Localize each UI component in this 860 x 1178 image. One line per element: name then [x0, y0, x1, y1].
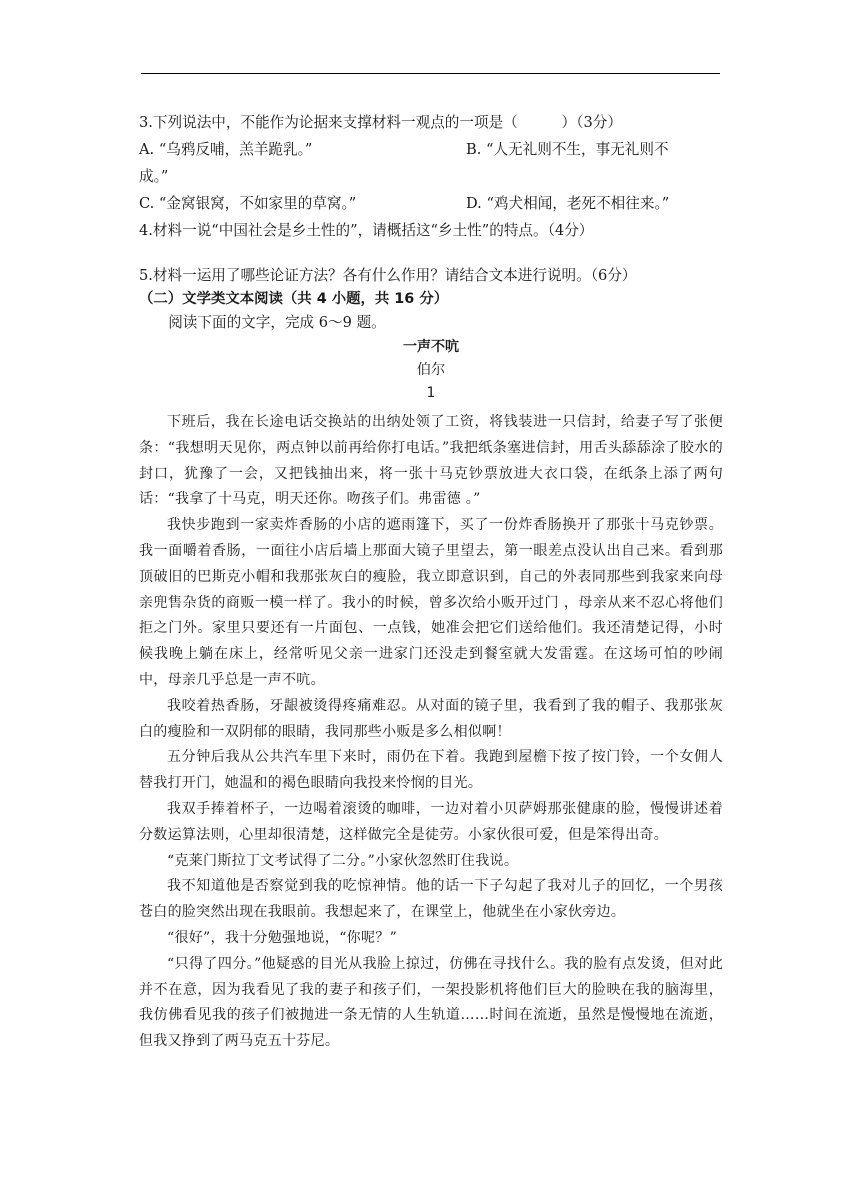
option-a: A. “乌鸦反哺，羔羊跪乳。” — [139, 141, 313, 158]
story-paragraph: 我不知道他是否察觉到我的吃惊神情。他的话一下子勾起了我对儿子的回忆，一个男孩苍白的脸突然出现在我眼前。我想起来了，在课堂上，他就坐在小家伙旁边。 — [139, 878, 723, 921]
story-paragraph: 我咬着热香肠，牙龈被烫得疼痛难忍。从对面的镜子里，我看到了我的帽子、我那张灰白的瘦脸和一双阴郁的眼睛，我同那些小贩是多么相似啊！ — [139, 697, 723, 740]
part-number: 1 — [426, 385, 436, 401]
story-author: 伯尔 — [416, 362, 446, 378]
section-heading: （二）文学类文本阅读（共 4 小题，共 16 分） — [139, 291, 449, 307]
story-paragraph: “克莱门斯拉丁文考试得了二分。”小家伙忽然盯住我说。 — [167, 852, 519, 869]
answer-space — [139, 244, 723, 262]
document-page — [139, 109, 723, 1055]
story-paragraph: “很好”，我十分勉强地说，“你呢？” — [167, 929, 398, 946]
option-b: B. “人无礼则不生，事无礼则不 — [466, 141, 669, 158]
question-3-stem: 3.下列说法中，不能作为论据来支撑材料一观点的一项是（ ）（3分） — [139, 114, 622, 131]
story-paragraph: 我双手捧着杯子，一边喝着滚烫的咖啡，一边对着小贝萨姆那张健康的脸，慢慢讲述着分数运算法则，心里却很清楚，这样做完全是徒劳。小家伙很可爱，但是笨得出奇。 — [139, 800, 723, 843]
question-4: 4.材料一说“中国社会是乡土性的”，请概括这“乡土性”的特点。（4分） — [139, 222, 594, 239]
header-rule — [141, 73, 720, 74]
story-title: 一声不吭 — [403, 339, 459, 355]
option-d: D. “鸡犬相闻，老死不相往来。” — [466, 195, 670, 212]
section-instruction: 阅读下面的文字，完成 6～9 题。 — [168, 314, 386, 331]
question-3-options-cd — [139, 190, 723, 217]
question-5: 5.材料一运用了哪些论证方法？各有什么作用？请结合文本进行说明。（6分） — [139, 267, 637, 284]
story-paragraph: “只得了四分。”他疑惑的目光从我脸上掠过，仿佛在寻找什么。我的脸有点发烫，但对此并不在意，因为我看见了我的妻子和孩子们，一架投影机将他们巨大的脸映在我的脑海里，我仿佛看见我的孩子们被抛进一条无情的人生轨道……时间在流逝，虽然是慢慢地在流逝，但我又挣到了两马克五十芬尼。 — [139, 955, 723, 1050]
story-body — [139, 410, 723, 1055]
option-c: C. “金窝银窝，不如家里的草窝。” — [139, 195, 357, 212]
story-paragraph: 我快步跑到一家卖炸香肠的小店的遮雨篷下，买了一份炸香肠换开了那张十马克钞票。我一面嚼着香肠，一面往小店后墙上那面大镜子里望去，第一眼差点没认出自己来。看到那顶破旧的巴斯克小帽和我那张灰白的瘦脸，我立即意识到，自己的外表同那些到我家来向母亲兜售杂货的商贩一模一样了。我小的时候，曾多次给小贩开过门 ，母亲从来不忍心将他们拒之门外。家里只要还有一片面包、一点钱，她准会把它们送给他们。我还清楚记得，小时候我晚上躺在床上，经常听见父亲一进家门还没走到餐室就大发雷霆。在这场可怕的吵闹中，母亲几乎总是一声不吭。 — [139, 517, 723, 688]
question-3-options-ab — [139, 136, 723, 163]
story-paragraph: 五分钟后我从公共汽车里下来时，雨仍在下着。我跑到屋檐下按了按门铃，一个女佣人替我打开门，她温和的褐色眼睛向我投来怜悯的目光。 — [139, 749, 723, 792]
option-b-continued: 成。” — [139, 168, 169, 185]
story-paragraph: 下班后，我在长途电话交换站的出纳处领了工资，将钱装进一只信封，给妻子写了张便条：“我想明天见你，两点钟以前再给你打电话。”我把纸条塞进信封，用舌头舔舔涂了胶水的封口，犹豫了一会，又把钱抽出来，将一张十马克钞票放进大衣口袋，在纸条上添了两句话：“我拿了十马克，明天还你。吻孩子们。弗雷德 。” — [139, 414, 723, 508]
